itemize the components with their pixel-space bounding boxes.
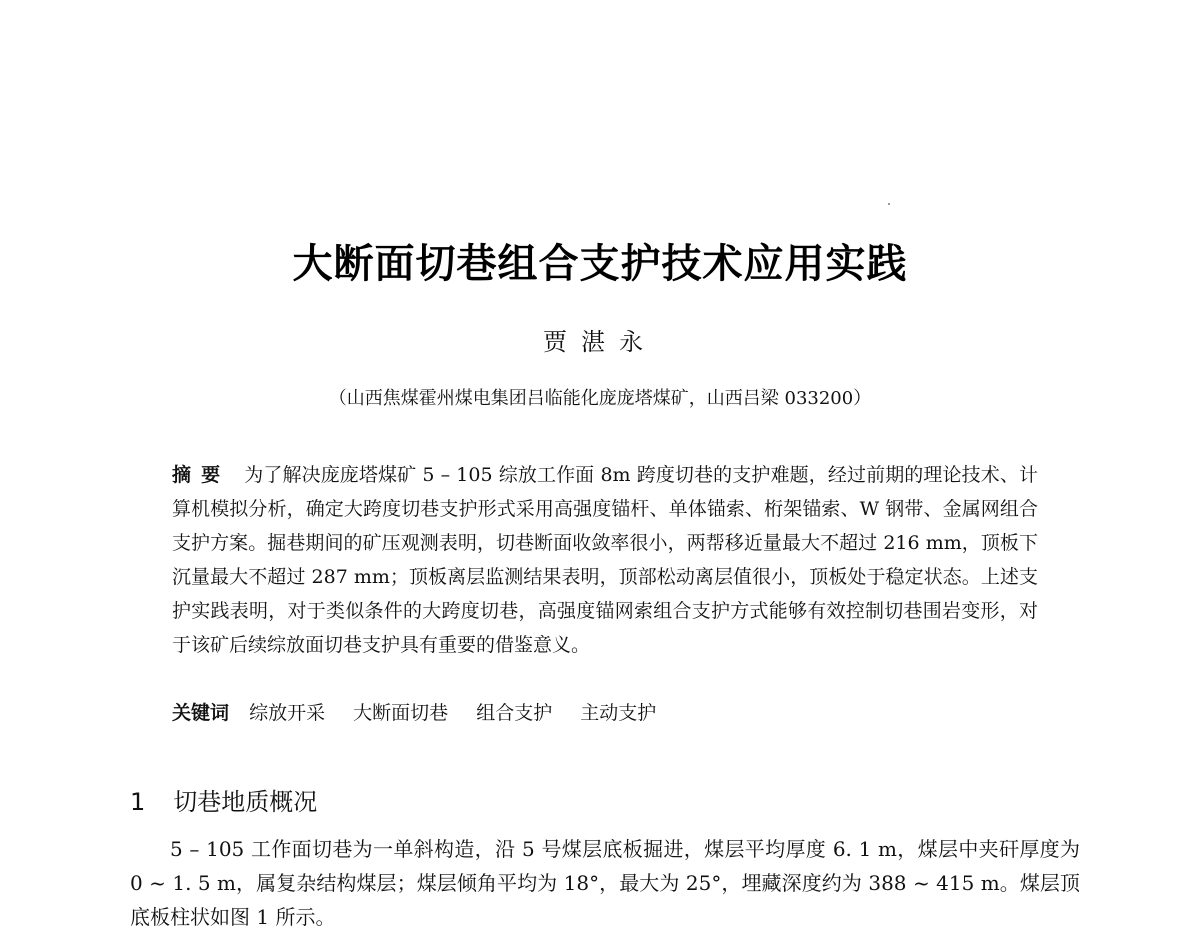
keyword: 大断面切巷 bbox=[353, 702, 449, 724]
keyword: 主动支护 bbox=[580, 702, 657, 724]
section-paragraph: 5 – 105 工作面切巷为一单斜构造，沿 5 号煤层底板掘进，煤层平均厚度 6. 1 m，煤层中夹矸厚度为 0 ~ 1. 5 m，属复杂结构煤层；煤层倾角平均为 18°，最大为 25°，埋藏深度约为 388 ~ 415 m。煤层顶底板柱状如图 1 所示。 bbox=[130, 837, 1080, 929]
section-number: 1 bbox=[130, 788, 146, 816]
section-title: 切巷地质概况 bbox=[173, 788, 318, 816]
abstract-block bbox=[172, 458, 1038, 662]
keywords-label: 关键词 bbox=[172, 702, 230, 724]
keywords-block bbox=[172, 698, 1038, 728]
abstract-label: 摘要 bbox=[172, 464, 231, 486]
keyword: 综放开采 bbox=[249, 702, 326, 724]
section-heading bbox=[130, 782, 317, 817]
author-name: 贾湛永 bbox=[543, 328, 657, 356]
author-affiliation: （山西焦煤霍州煤电集团吕临能化庞庞塔煤矿，山西吕梁 033200） bbox=[328, 388, 872, 409]
scan-speck bbox=[888, 203, 890, 205]
abstract-text: 为了解决庞庞塔煤矿 5 – 105 综放工作面 8m 跨度切巷的支护难题，经过前期的理论技术、计算机模拟分析，确定大跨度切巷支护形式采用高强度锚杆、单体锚索、桁架锚索、W 钢带、金属网组合支护方案。掘巷期间的矿压观测表明，切巷断面收敛率很小，两帮移近量最大不超过 216 mm，顶板下沉量最大不超过 287 mm；顶板离层监测结果表明，顶部松动离层值很小，顶板处于稳定状态。上述支护实践表明，对于类似条件的大跨度切巷，高强度锚网索组合支护方式能够有效控制切巷围岩变形，对于该矿后续综放面切巷支护具有重要的借鉴意义。 bbox=[172, 464, 1038, 656]
paper-title: 大断面切巷组合支护技术应用实践 bbox=[292, 241, 908, 287]
keyword: 组合支护 bbox=[476, 702, 553, 724]
